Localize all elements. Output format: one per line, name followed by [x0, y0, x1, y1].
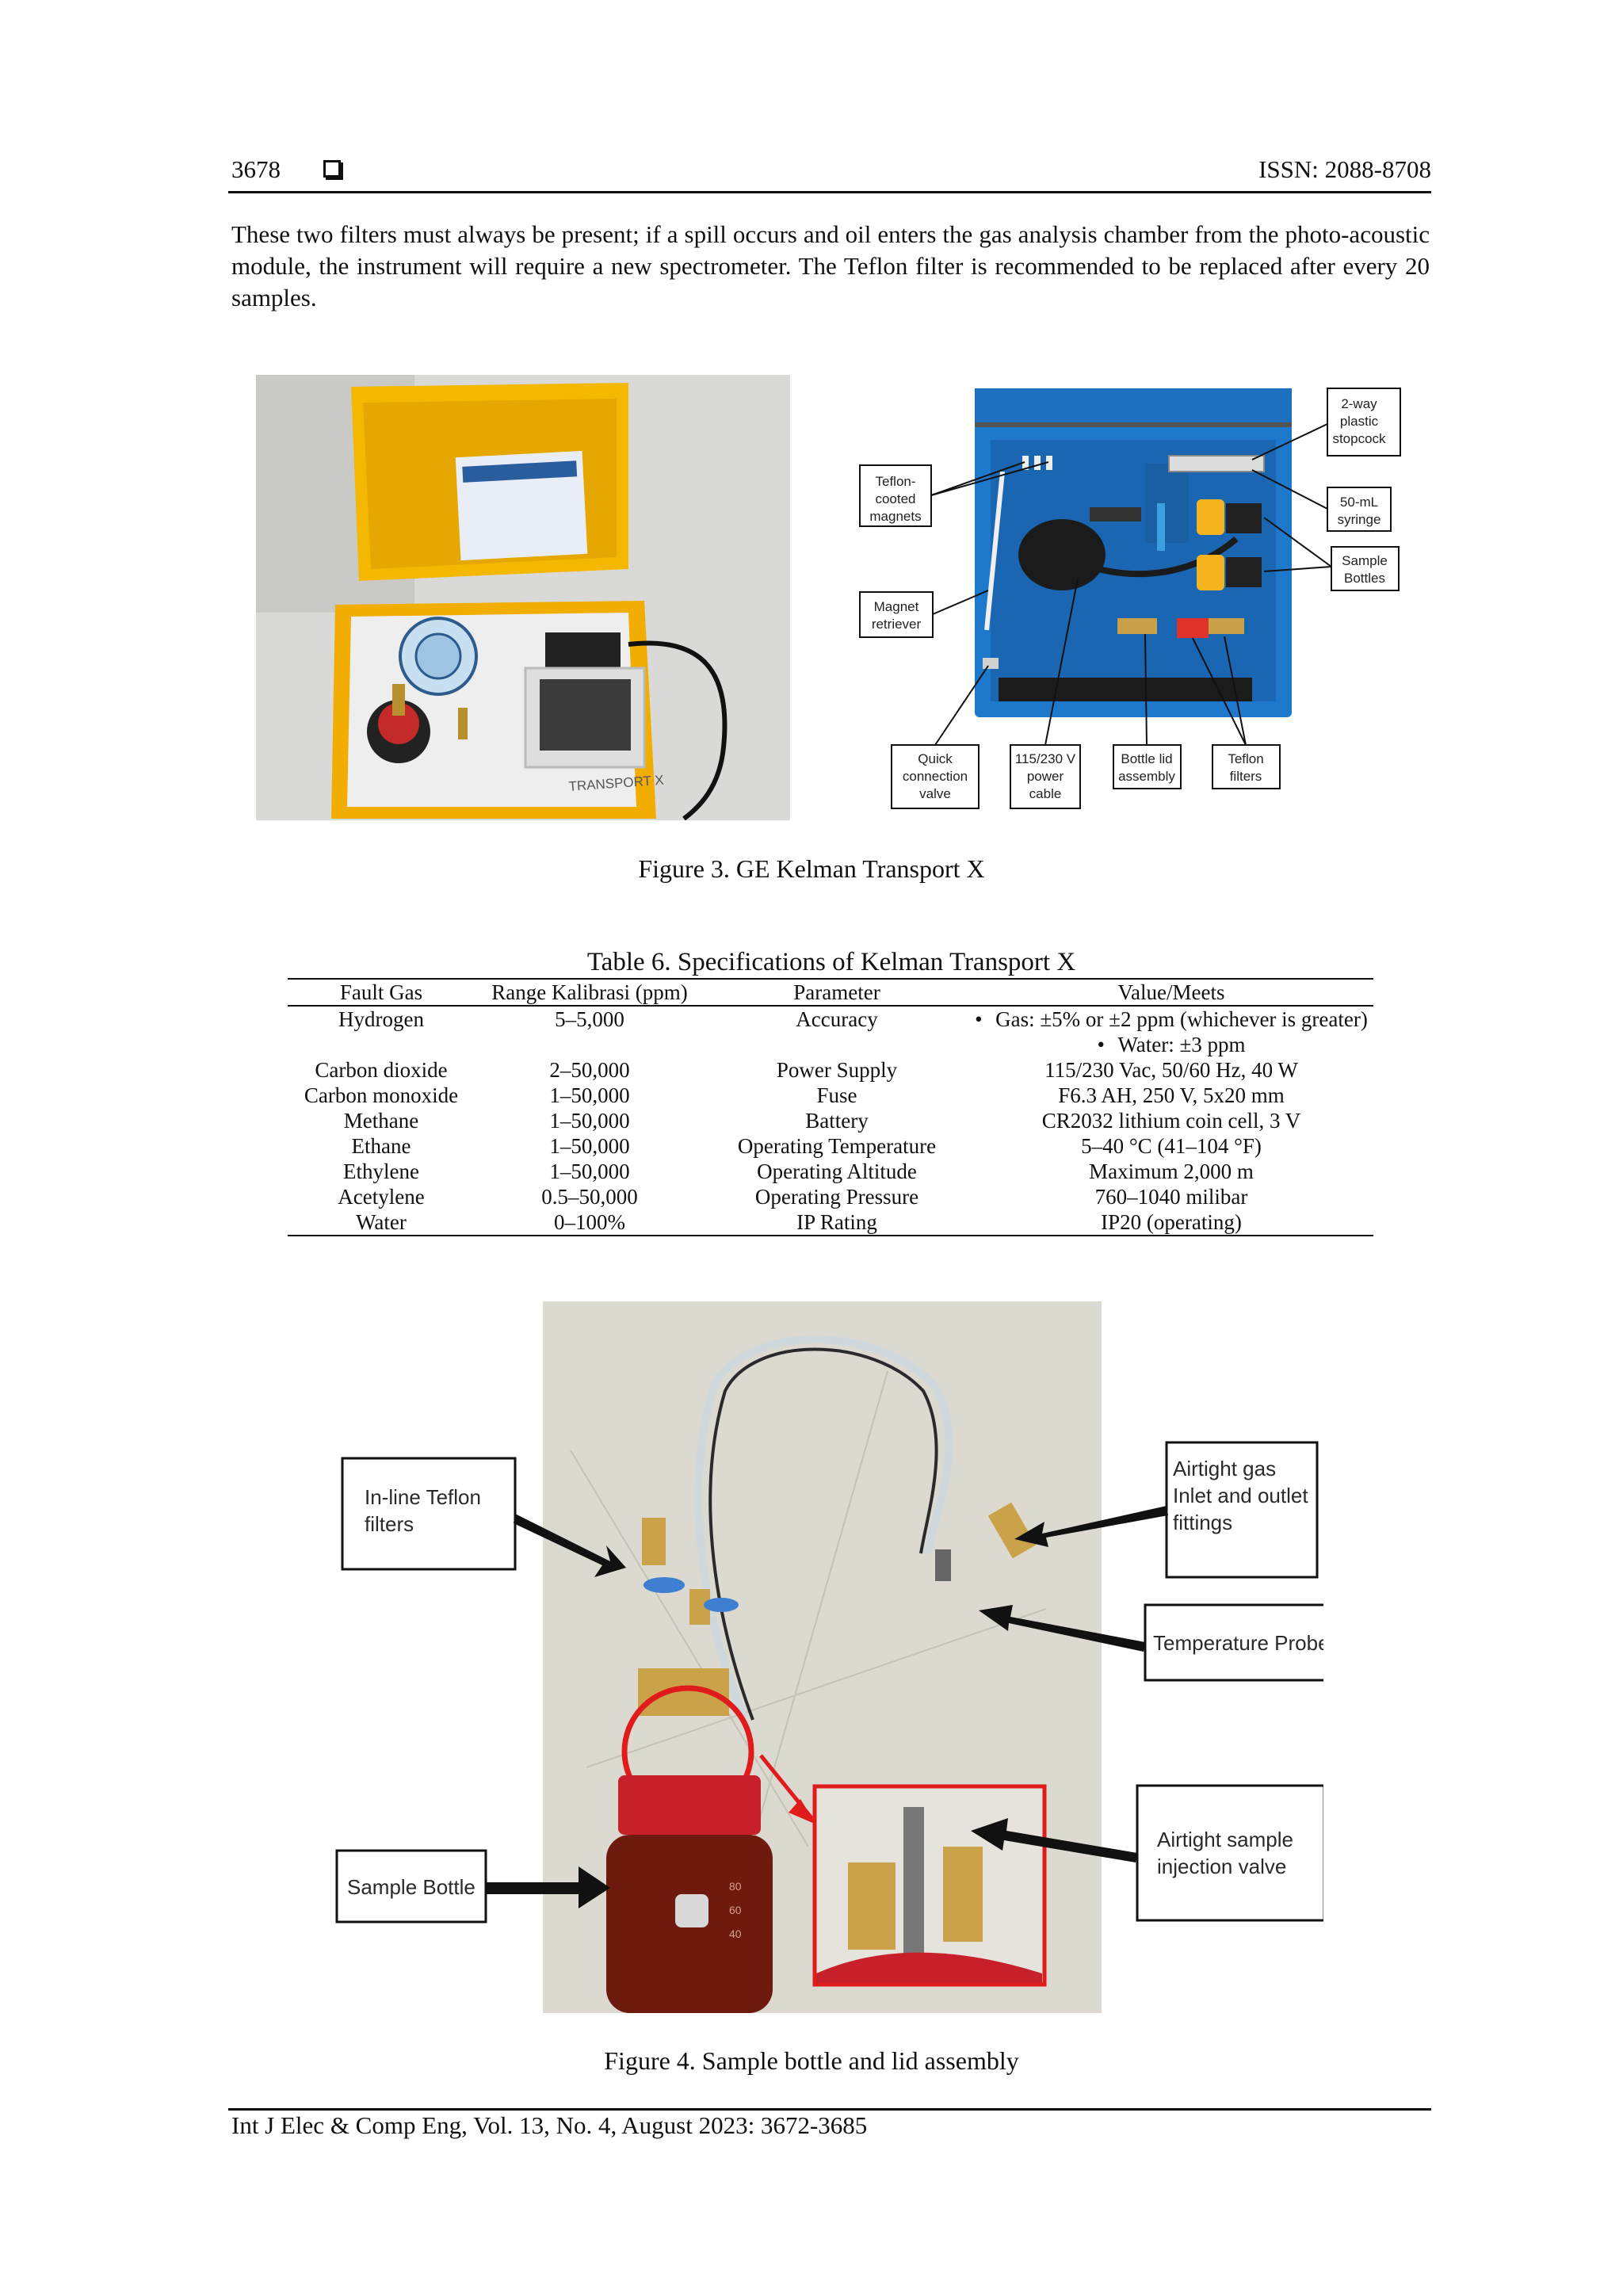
bullet-icon: • [1097, 1033, 1105, 1056]
cell-text: Gas: ±5% or ±2 ppm (whichever is greater) [995, 1007, 1368, 1031]
callout-fittings-1: Airtight gas [1173, 1457, 1277, 1480]
callout-bottles-2: Bottles [1344, 571, 1385, 586]
table-row [288, 1159, 1373, 1184]
cell: IP Rating [705, 1209, 969, 1236]
cell: 0.5–50,000 [541, 1185, 638, 1209]
cell: 5–5,000 [555, 1007, 624, 1031]
bottle-mark-60: 60 [729, 1904, 742, 1916]
cell: 115/230 Vac, 50/60 Hz, 40 W [1044, 1058, 1298, 1082]
issn: ISSN: 2088-8708 [1258, 155, 1431, 183]
table-row [288, 1057, 1373, 1083]
cell: Maximum 2,000 m [1089, 1159, 1254, 1183]
bullet-icon: • [975, 1007, 983, 1031]
cell [288, 1032, 475, 1057]
callout-valve-2: injection valve [1157, 1855, 1287, 1878]
cell: 5–40 °C (41–104 °F) [1081, 1134, 1262, 1158]
cell [969, 1032, 1373, 1057]
callout-lid-1: Bottle lid [1121, 751, 1173, 766]
col-parameter: Parameter [705, 979, 969, 1006]
cell: Accuracy [796, 1007, 878, 1031]
bottle-mark-40: 40 [729, 1927, 742, 1940]
cell: Ethane [351, 1134, 411, 1158]
callout-cable-2: power [1026, 769, 1064, 784]
cell: 1–50,000 [549, 1134, 630, 1158]
callout-bottle: Sample Bottle [347, 1875, 475, 1899]
callout-stopcock-2: plastic [1339, 414, 1379, 429]
callout-cable-1: 115/230 V [1014, 751, 1076, 766]
cell [705, 1032, 969, 1057]
table-row [288, 1133, 1373, 1159]
cell: Carbon monoxide [304, 1083, 459, 1107]
cell: 1–50,000 [549, 1109, 630, 1133]
callout-magnets-1: Teflon- [875, 474, 916, 489]
callout-quick-3: valve [919, 786, 951, 801]
callout-cable-3: cable [1029, 786, 1062, 801]
cell [969, 1006, 1373, 1032]
col-fault-gas: Fault Gas [288, 979, 475, 1006]
transport-x-label: TRANSPORT X [567, 772, 665, 794]
table-row [288, 1083, 1373, 1108]
header-box-icon [323, 160, 341, 178]
cell: Power Supply [776, 1058, 898, 1082]
cell [475, 1032, 705, 1057]
bottle-mark-80: 80 [729, 1880, 742, 1893]
cell: 760–1040 milibar [1094, 1185, 1248, 1209]
table-row [288, 1032, 1373, 1057]
table-row [288, 1108, 1373, 1133]
page-number: 3678 [231, 155, 281, 183]
callout-valve-1: Airtight sample [1157, 1828, 1293, 1851]
cell: Fuse [816, 1083, 857, 1107]
callout-fittings-2: Inlet and outlet [1173, 1484, 1308, 1507]
callout-filters-1: Teflon [1228, 751, 1264, 766]
spec-table [288, 978, 1373, 1236]
cell: 2–50,000 [549, 1058, 630, 1082]
transport-x-photo [256, 375, 790, 820]
table-row [288, 1184, 1373, 1209]
figure4-caption: Figure 4. Sample bottle and lid assembly [604, 2046, 1019, 2075]
cell: Acetylene [338, 1185, 425, 1209]
cell: Hydrogen [338, 1007, 424, 1031]
cell: Carbon dioxide [315, 1058, 448, 1082]
callout-lid-2: assembly [1118, 769, 1175, 784]
callout-syringe-1: 50-mL [1339, 495, 1379, 510]
callout-inline-1: In-line Teflon [365, 1485, 481, 1509]
footer-rule [228, 2108, 1431, 2111]
cell: Methane [343, 1109, 419, 1133]
callout-stopcock-3: stopcock [1332, 431, 1386, 446]
cell: Operating Altitude [757, 1159, 917, 1183]
cell: Operating Pressure [754, 1185, 919, 1209]
cell: Water [288, 1209, 475, 1236]
cell: Operating Temperature [737, 1134, 937, 1158]
kit-diagram [852, 384, 1407, 812]
header-rule [228, 191, 1431, 193]
cell: Battery [805, 1109, 869, 1133]
table-title: Table 6. Specifications of Kelman Transport X [586, 948, 1076, 976]
callout-fittings-3: fittings [1173, 1511, 1233, 1534]
cell: CR2032 lithium coin cell, 3 V [1041, 1109, 1301, 1133]
col-value: Value/Meets [969, 979, 1373, 1006]
figure3-caption: Figure 3. GE Kelman Transport X [638, 854, 985, 883]
callout-probe: Temperature Probe [1153, 1631, 1323, 1655]
cell-text: Water: ±3 ppm [1117, 1033, 1246, 1056]
callout-bottles-1: Sample [1342, 553, 1388, 568]
footer-citation: Int J Elec & Comp Eng, Vol. 13, No. 4, August 2023: 3672-3685 [231, 2111, 868, 2139]
callout-magnets-2: cooted [875, 491, 916, 506]
cell: 1–50,000 [549, 1159, 630, 1183]
callout-filters-2: filters [1229, 769, 1262, 784]
table-row [288, 1006, 1373, 1032]
callout-retriever-2: retriever [871, 617, 922, 632]
cell: 0–100% [475, 1209, 705, 1236]
cell: 1–50,000 [549, 1083, 630, 1107]
callout-quick-2: connection [902, 769, 968, 784]
table-row [288, 1209, 1373, 1236]
callout-stopcock-1: 2-way [1341, 396, 1377, 411]
col-range: Range Kalibrasi (ppm) [475, 979, 705, 1006]
callout-retriever-1: Magnet [873, 599, 919, 614]
body-paragraph: These two filters must always be present; if a spill occurs and oil enters the gas analysis chamber from the photo-acoustic module, the instrument will require a new spectrometer. The Teflon filter is recommended to be replaced after every 20 samples. [231, 220, 1430, 311]
callout-inline-2: filters [365, 1512, 414, 1536]
callout-quick-1: Quick [918, 751, 953, 766]
cell: Ethylene [343, 1159, 419, 1183]
callout-magnets-3: magnets [869, 509, 922, 524]
cell: F6.3 AH, 250 V, 5x20 mm [1058, 1083, 1285, 1107]
callout-syringe-2: syringe [1337, 512, 1381, 527]
table-header-row [288, 979, 1373, 1006]
sample-bottle-figure [333, 1292, 1323, 2021]
cell: IP20 (operating) [969, 1209, 1373, 1236]
